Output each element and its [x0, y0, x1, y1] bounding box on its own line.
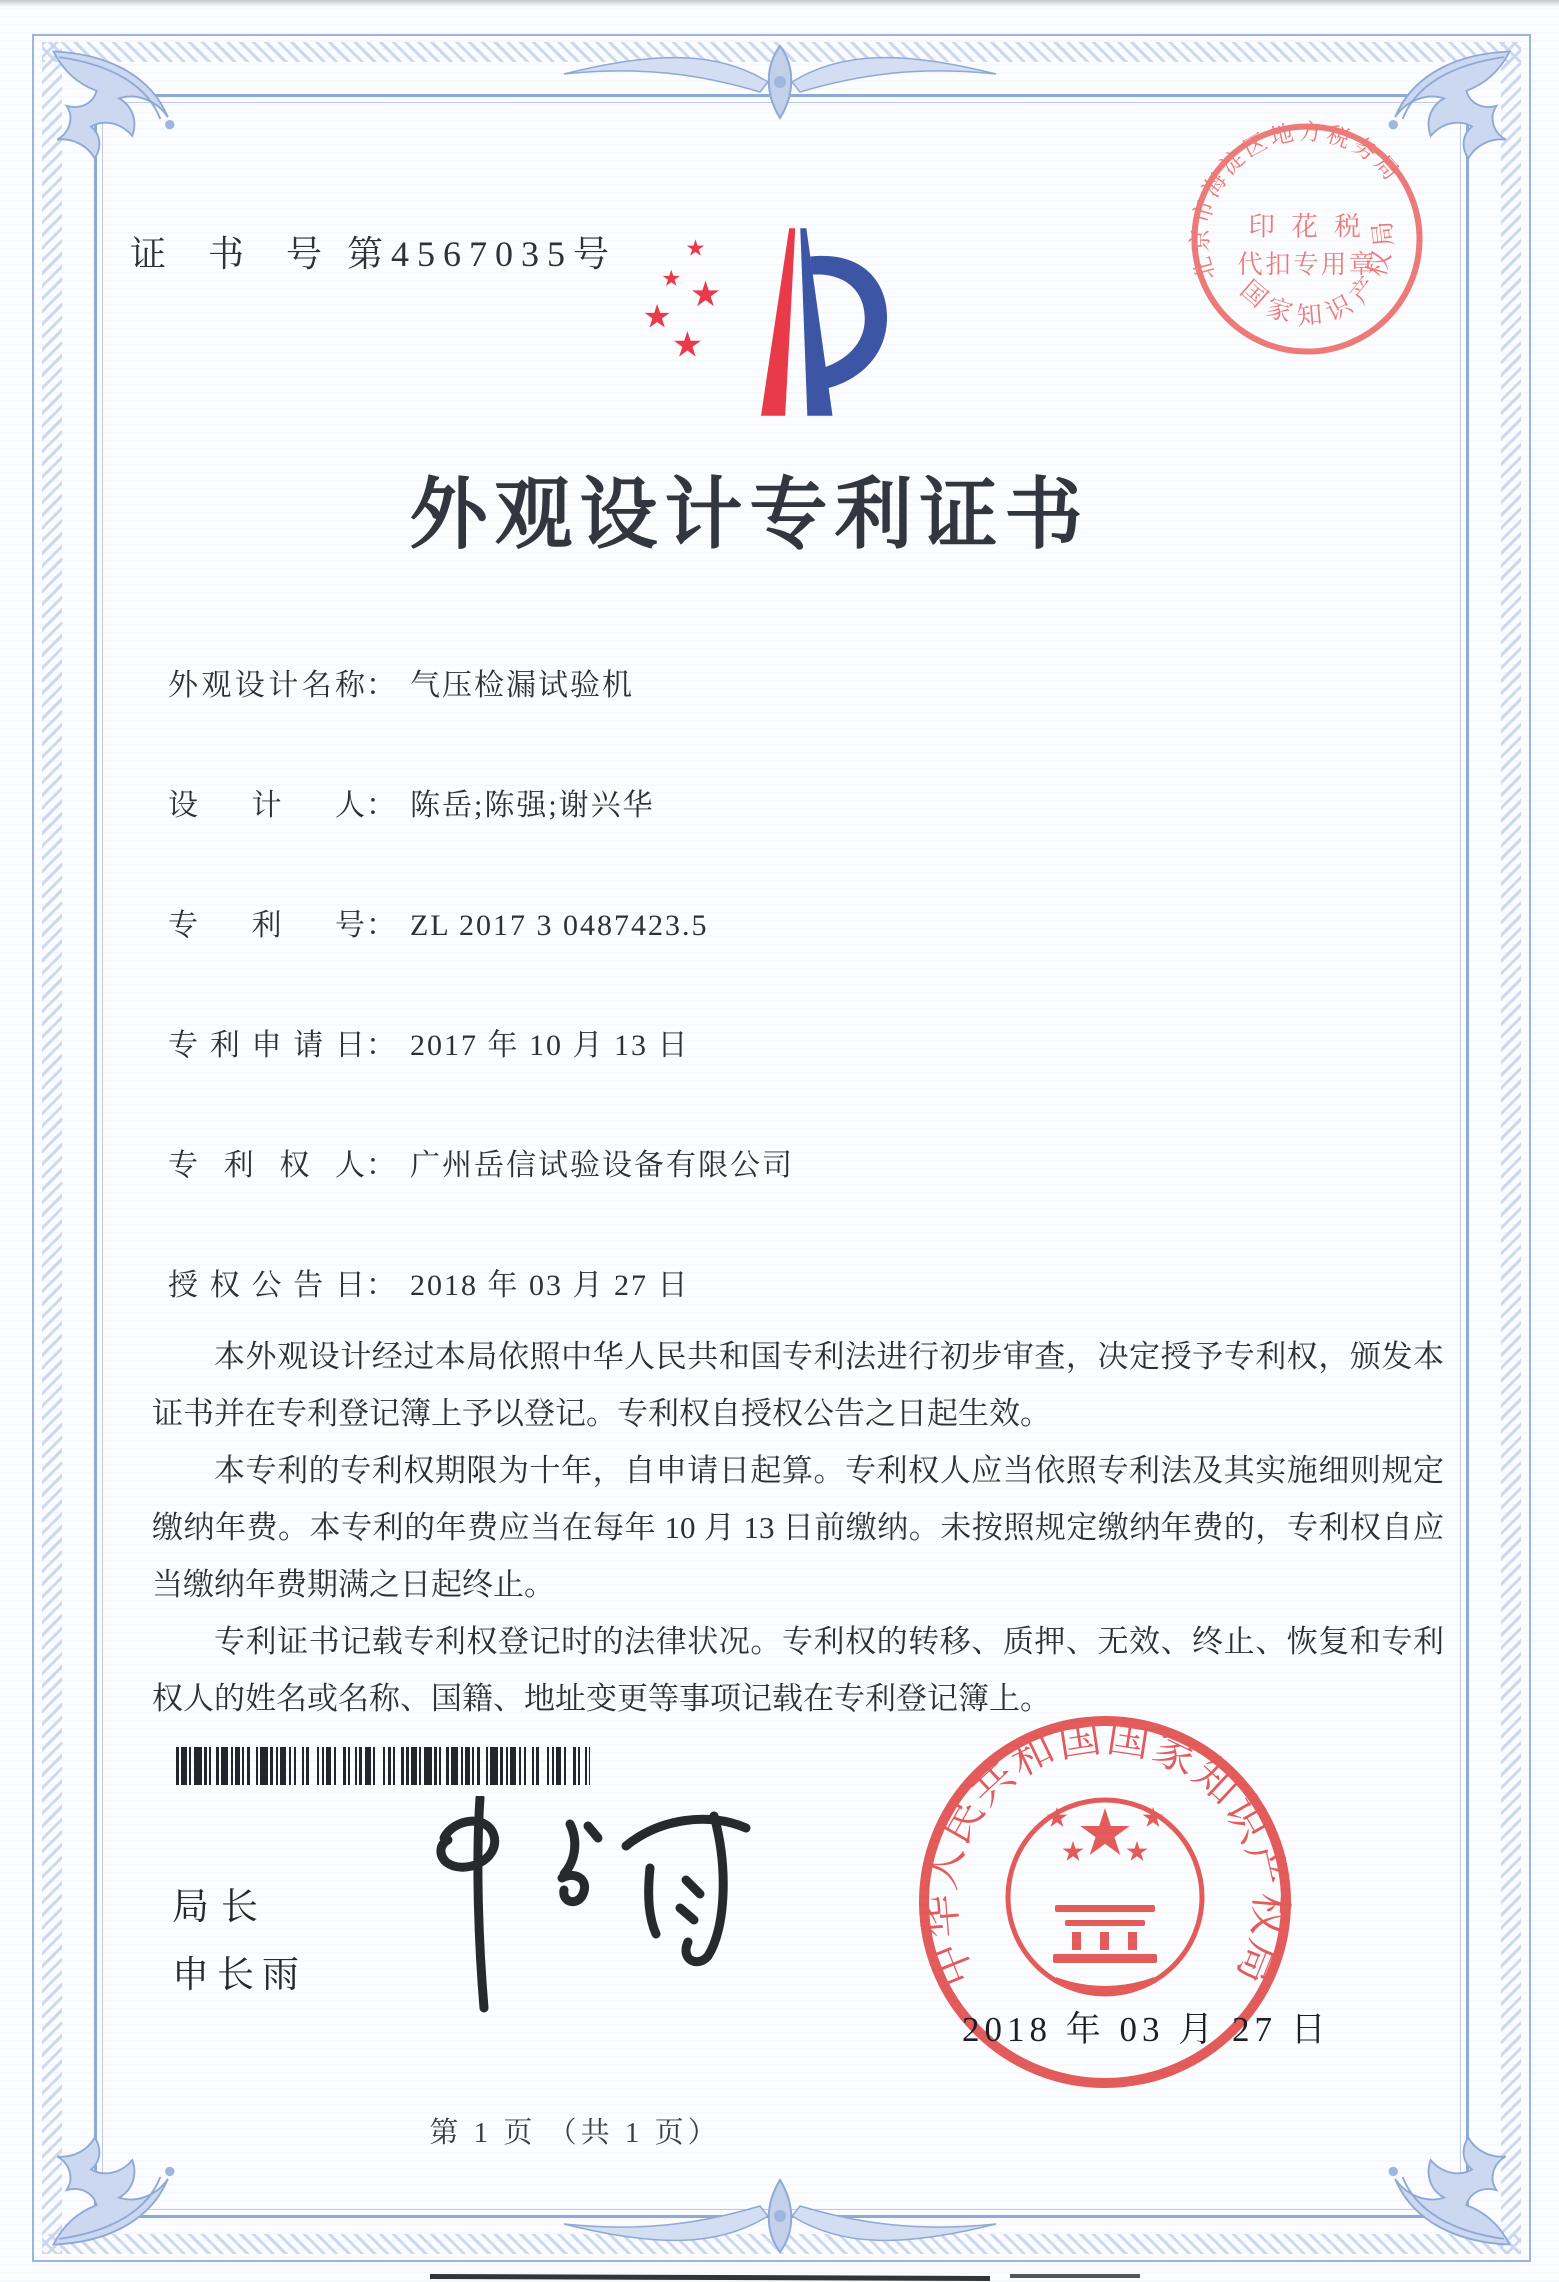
field-row-filing-date — [168, 1020, 690, 1064]
scan-edge-top — [0, 0, 1559, 7]
page-footer: 第 1 页 （共 1 页） — [429, 2117, 721, 2149]
field-colon: ： — [366, 669, 396, 702]
frame-band-right — [1501, 42, 1521, 2254]
corner-flourish-icon — [46, 2102, 196, 2252]
field-row-patent-number — [168, 900, 709, 944]
field-value: 2018 年 03 月 27 日 — [410, 1269, 690, 1302]
corner-flourish-icon — [46, 44, 196, 194]
field-row-patentee — [168, 1140, 794, 1184]
field-value: 气压检漏试验机 — [410, 669, 634, 702]
tax-stamp-line2: 代扣专用章 — [1237, 250, 1377, 279]
field-row-design-name — [168, 660, 634, 704]
field-label: 设计人 — [168, 789, 366, 822]
field-label: 专利号 — [168, 909, 366, 942]
crest-ornament-icon — [560, 40, 1000, 130]
frame-rule-right — [1460, 94, 1469, 2218]
field-colon: ： — [366, 909, 396, 942]
field-label: 专利申请日 — [168, 1029, 366, 1062]
cnipa-logo-icon — [633, 222, 895, 424]
scan-edge-bottom — [430, 2274, 990, 2281]
frame-band-left — [42, 42, 62, 2254]
svg-text:中华人民共和国国家知识产权局 — [917, 1714, 1294, 1993]
corner-flourish-icon — [1367, 44, 1517, 194]
certificate-number: 证 书 号 第4567035号 — [130, 234, 618, 274]
field-colon: ： — [366, 1269, 396, 1302]
field-colon: ： — [366, 789, 396, 822]
field-colon: ： — [366, 1029, 396, 1062]
certificate-title: 外观设计专利证书 — [409, 471, 1090, 558]
tax-stamp-arc-bottom: 国家知识产权局 — [1234, 211, 1400, 331]
field-value: ZL 2017 3 0487423.5 — [410, 909, 709, 942]
body-paragraph: 本专利的专利权期限为十年，自申请日起算。专利权人应当依照专利法及其实施细则规定缴纳年费。本专利的年费应当在每年 10 月 13 日前缴纳。未按照规定缴纳年费的，专利权自应当缴纳年费期满之日起终止。 — [152, 1453, 1444, 1603]
barcode — [176, 1747, 590, 1785]
body-paragraph: 本外观设计经过本局依照中华人民共和国专利法进行初步审查，决定授予专利权，颁发本证书并在专利登记簿上予以登记。专利权自授权公告之日起生效。 — [152, 1339, 1444, 1432]
field-value: 广州岳信试验设备有限公司 — [410, 1149, 794, 1182]
certificate-body — [152, 1328, 1444, 1727]
tax-stamp-arc-top: 北京市海淀区地方税务局 — [1187, 119, 1406, 283]
field-label: 授权公告日 — [168, 1269, 366, 1302]
field-row-grant-date — [168, 1260, 690, 1304]
official-seal-ring-text: 中华人民共和国国家知识产权局 — [916, 1713, 1294, 1993]
director-name: 申长雨 — [172, 1955, 307, 1996]
field-colon: ： — [366, 1149, 396, 1182]
field-value: 2017 年 10 月 13 日 — [410, 1029, 690, 1062]
scan-edge-bottom2 — [1010, 2274, 1140, 2278]
field-label: 外观设计名称 — [168, 669, 366, 702]
body-paragraph: 专利证书记载专利权登记时的法律状况。专利权的转移、质押、无效、终止、恢复和专利权人的姓名或名称、国籍、地址变更等事项记载在专利登记簿上。 — [152, 1624, 1444, 1717]
field-value: 陈岳;陈强;谢兴华 — [410, 789, 655, 822]
field-row-designer — [168, 780, 655, 824]
corner-flourish-icon — [1367, 2102, 1517, 2252]
seal-date: 2018 年 03 月 27 日 — [962, 2010, 1331, 2049]
director-title: 局长 — [172, 1887, 270, 1928]
national-emblem-icon — [1008, 1800, 1202, 1994]
tax-stamp-line1: 印 花 税 — [1248, 211, 1366, 242]
director-signature — [392, 1796, 792, 2026]
crest-ornament-icon — [560, 2168, 1000, 2258]
frame-rule-left — [94, 94, 103, 2218]
field-label: 专利权人 — [168, 1149, 366, 1182]
